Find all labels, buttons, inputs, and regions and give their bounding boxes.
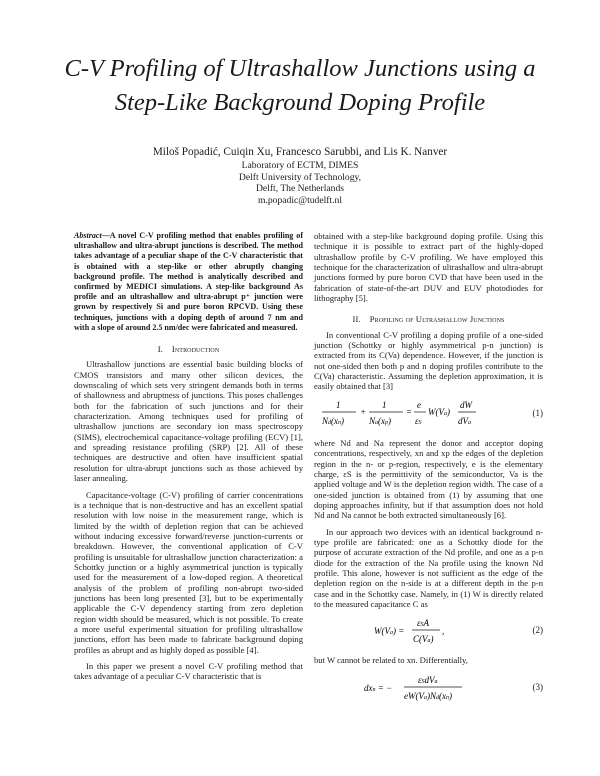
left-column <box>74 231 303 688</box>
abstract-text: A novel C-V profiling method that enables profiling of ultrashallow and ultra-abrupt junctions is described. The method takes advantage of a peculiar shape of the C-V characteristic that is obtained with a step-like or other abruptly changing background profile. The method is analytically described and confirmed by MEDICI simulations. A step-like background As profile and an ultrashallow and ultra-abrupt p⁺ junction were grown by respectively Si and pure boron RPCVD. Using these techniques, junctions with a doping depth of around 7 nm and with a slope of around 2.5 nm/dec were fabricated and measured. <box>74 231 303 332</box>
equation-1 <box>314 398 543 432</box>
section-heading-profiling <box>314 314 543 324</box>
affiliation-line: Delft University of Technology, <box>238 171 362 183</box>
equation-number: (3) <box>532 681 543 692</box>
right-paragraph-1: In conventional C-V profiling a doping profile of a one-sided junction (Schottky or highly asymmetrical p-n junction) is extracted from its C(Va) dependence. However, if the junction is not one-sided then both p and n doping profiles contribute to the C(Va) characteristic. Assuming the depletion approximation, it is easily obtained that [3] <box>314 329 543 392</box>
svg-text:W(Va) =: W(Va) = <box>374 626 405 637</box>
svg-text:eW(Va)Nd(xn): eW(Va)Nd(xn) <box>404 690 452 701</box>
svg-text:dW: dW <box>460 399 472 410</box>
svg-text:,: , <box>442 626 445 637</box>
svg-text:Na(xp): Na(xp) <box>369 415 392 426</box>
title-line-2: Step-Like Background Doping Profile <box>114 89 486 116</box>
authors: Miloš Popadić, Cuiqin Xu, Francesco Sarubbi, and Lis K. Nanver <box>152 146 448 158</box>
equation-number: (1) <box>532 407 543 418</box>
intro-paragraph-2: Capacitance-voltage (C-V) profiling of carrier concentrations is a technique that is non-destructive and has an excellent spatial resolution with low noise in the measurement range, which is limited by the width of depletion region that can be achieved without inducing excessive forward/reverse junction-currents or breakdown. However, the conventional application of C-V profiling is unsuitable for ultrashallow junction characterization: a Schottky junction or a highly asymmetrical junction is typically used for the measurement of a low-doped region. A theoretical analysis of the problem of profiling non-abrupt two-sided junctions has been long presented [3], but to be experimentally applicable the C-V dependency starting from zero depletion region width should be measured, which is not possible. To create a more useful experimental situation for profiling ultrashallow junctions, effort has been made to fabricate background doping profiles as abrupt and as highly doped as possible [4]. <box>74 489 303 655</box>
section-heading-introduction <box>74 344 303 354</box>
svg-text:dxn = −: dxn = − <box>364 682 393 693</box>
intro-paragraph-3: In this paper we present a novel C-V profiling method that takes advantage of a peculiar C-V characteristic that is <box>74 661 303 682</box>
section-title: Profiling of Ultrashallow Junctions <box>369 314 505 325</box>
svg-text:+: + <box>360 406 367 417</box>
right-paragraph-4: but W cannot be related to xn. Differentially, <box>314 655 468 666</box>
section-number: II. <box>352 314 361 325</box>
svg-text:=: = <box>406 406 413 417</box>
affiliation-line: Laboratory of ECTM, DIMES <box>241 160 359 171</box>
svg-text:εSA: εSA <box>417 618 430 629</box>
right-paragraph-0: obtained with a step-like background doping profile. Using this technique it is possible to extract part of the highly-doped ultrashallow profile by C-V profiling. We have employed this technique for the characterization of ultrashallow and ultra-abrupt junctions formed by pure boron CVD that have been used in the fabrication of state-of-the-art DUV and EUV photodiodes for lithography [5]. <box>314 231 543 304</box>
equation-1-formula <box>314 398 514 432</box>
section-number: I. <box>157 344 163 355</box>
svg-text:1: 1 <box>382 399 387 410</box>
abstract <box>74 231 303 333</box>
equation-2 <box>314 615 543 649</box>
affiliation <box>60 160 540 207</box>
title-line-1: C-V Profiling of Ultrashallow Junctions using a <box>64 55 536 82</box>
right-paragraph-3: In our approach two devices with an identical background n-type profile are fabricated: one as a Schottky diode for the purpose of accurate extraction of the Nd profile, and one as a p-n diode for the extraction of the Na profile using the known Nd profile. This alone, however is not sufficient as the edge of the depletion region on the n-side is at a different depth in the p-n case and in the Schottky case. Namely, in (1) W is directly related to the measured capacitance C as <box>314 526 543 609</box>
affiliation-line: Delft, The Netherlands <box>255 183 344 195</box>
svg-text:dVa: dVa <box>458 415 471 426</box>
author-email: m.popadic@tudelft.nl <box>258 195 342 207</box>
equation-2-formula <box>314 615 514 649</box>
right-paragraph-2: where Nd and Na represent the donor and acceptor doping concentrations, respectively, xn and xp the edges of the depletion region in the n- or p-region, respectively, e is the elementary charge, εS is the permittivity of the semiconductor, Va is the applied voltage and W is the depletion region width. The case of a one-sided junction is obtained from (1) by assuming that one doping approaches infinity, but if that assumption does not hold Nd and Na cannot be both extracted simultaneously [6]. <box>314 437 543 521</box>
svg-text:εSdVa: εSdVa <box>418 674 438 685</box>
svg-text:Nd(xn): Nd(xn) <box>322 415 345 426</box>
svg-text:1: 1 <box>336 399 341 410</box>
svg-text:W(Va): W(Va) <box>428 406 450 417</box>
intro-paragraph-1: Ultrashallow junctions are essential basic building blocks of CMOS transistors and many other silicon devices, the downscaling of which sets very stringent demands both in terms of shallowness and abruptness of junctions. This poses challenges both for the fabrication of such junctions and for their characterization. Among techniques used for profiling of ultrashallow junctions are secondary ion mass spectroscopy (SIMS), electrochemical capacitance-voltage profiling (ECV) [1], and spreading resistance profiling (SRP) [2]. All of these techniques are destructive and often have insufficient spatial resolution for ultra-abrupt junctions such as those achieved by laser annealing. <box>74 359 303 484</box>
abstract-lead: Abstract— <box>74 231 110 240</box>
equation-3 <box>314 672 543 706</box>
svg-text:C(Va): C(Va) <box>413 634 434 645</box>
equation-number: (2) <box>532 625 543 636</box>
section-title: Introduction <box>171 344 220 355</box>
svg-text:e: e <box>417 399 421 410</box>
equation-3-formula <box>314 672 514 706</box>
svg-text:εS: εS <box>415 415 422 426</box>
paper-title <box>40 52 560 120</box>
right-column <box>314 231 543 712</box>
